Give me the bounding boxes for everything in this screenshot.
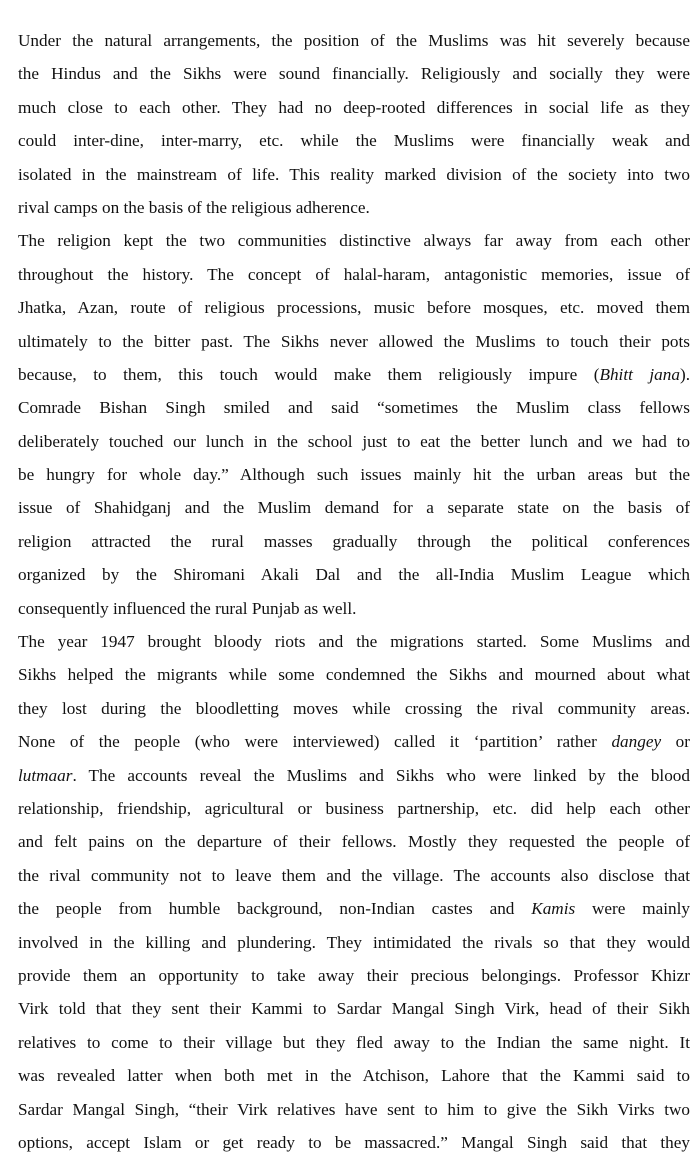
italic-term: lutmaar [18, 765, 73, 785]
text-line: consequently influenced the rural Punjab as well. [18, 598, 357, 618]
text-line [18, 725, 690, 758]
text-line [18, 759, 690, 792]
text-line: Jhatka, Azan, route of religious processions, music before mosques, etc. moved them [18, 298, 690, 318]
text-run: . The accounts reveal the Muslims and Sikhs who were linked by the blood [72, 765, 690, 785]
italic-term: Bhitt jana [599, 364, 680, 384]
text-line: religion attracted the rural masses gradually through the political conferences [18, 531, 690, 551]
text-line: relationship, friendship, agricultural or business partnership, etc. did help each other [18, 798, 690, 818]
text-line: The religion kept the two communities distinctive always far away from each other [18, 231, 690, 251]
italic-term: Kamis [531, 899, 576, 919]
text-line: organized by the Shiromani Akali Dal and the all-India Muslim League which [18, 565, 690, 585]
text-line: could inter-dine, inter-marry, etc. while the Muslims were financially weak and [18, 131, 690, 151]
text-line: Sardar Mangal Singh, “their Virk relatives have sent to him to give the Sikh Virks two [18, 1099, 690, 1119]
paragraph-1 [18, 24, 690, 224]
text-run: the people from humble background, non-Indian castes and [18, 899, 532, 919]
text-line: the rival community not to leave them and the village. The accounts also disclose that [18, 865, 690, 885]
text-line: be hungry for whole day.” Although such issues mainly hit the urban areas but the [18, 465, 690, 485]
italic-term: dangey [611, 732, 662, 752]
text-run: None of the people (who were interviewed) called it ‘partition’ rather [18, 732, 612, 752]
paragraph-3 [18, 625, 690, 1159]
text-line: involved in the killing and plundering. They intimidated the rivals so that they would [18, 932, 690, 952]
text-run: because, to them, this touch would make them religiously impure ( [18, 364, 600, 384]
text-line: options, accept Islam or get ready to be massacred.” Mangal Singh said that they [18, 1132, 690, 1152]
text-line: relatives to come to their village but they fled away to the Indian the same night. It [18, 1032, 690, 1052]
text-line: Comrade Bishan Singh smiled and said “sometimes the Muslim class fellows [18, 398, 690, 418]
text-line: ultimately to the bitter past. The Sikhs never allowed the Muslims to touch their pots [18, 331, 690, 351]
text-line: throughout the history. The concept of halal-haram, antagonistic memories, issue of [18, 264, 690, 284]
paragraph-2 [18, 224, 690, 625]
text-line [18, 892, 690, 925]
text-run: were mainly [575, 899, 690, 919]
text-run: ). [679, 364, 690, 384]
text-line [18, 358, 690, 391]
text-line: much close to each other. They had no deep-rooted differences in social life as they [18, 97, 690, 117]
text-line: Virk told that they sent their Kammi to Sardar Mangal Singh Virk, head of their Sikh [18, 999, 690, 1019]
text-line: rival camps on the basis of the religious adherence. [18, 197, 370, 217]
document-page [18, 24, 690, 1159]
text-line: they lost during the bloodletting moves while crossing the rival community areas. [18, 698, 690, 718]
text-line: issue of Shahidganj and the Muslim demand for a separate state on the basis of [18, 498, 690, 518]
text-line: provide them an opportunity to take away their precious belongings. Professor Khizr [18, 965, 690, 985]
text-line: Under the natural arrangements, the position of the Muslims was hit severely because [18, 31, 690, 50]
text-line: was revealed latter when both met in the Atchison, Lahore that the Kammi said to [18, 1066, 690, 1086]
text-line: deliberately touched our lunch in the school just to eat the better lunch and we had to [18, 431, 690, 451]
text-line: Sikhs helped the migrants while some condemned the Sikhs and mourned about what [18, 665, 690, 685]
text-line: the Hindus and the Sikhs were sound financially. Religiously and socially they were [18, 64, 690, 84]
text-line: The year 1947 brought bloody riots and the migrations started. Some Muslims and [18, 632, 690, 652]
text-line: and felt pains on the departure of their fellows. Mostly they requested the people of [18, 832, 690, 852]
text-run: or [661, 732, 690, 752]
text-line: isolated in the mainstream of life. This reality marked division of the society into two [18, 164, 690, 184]
